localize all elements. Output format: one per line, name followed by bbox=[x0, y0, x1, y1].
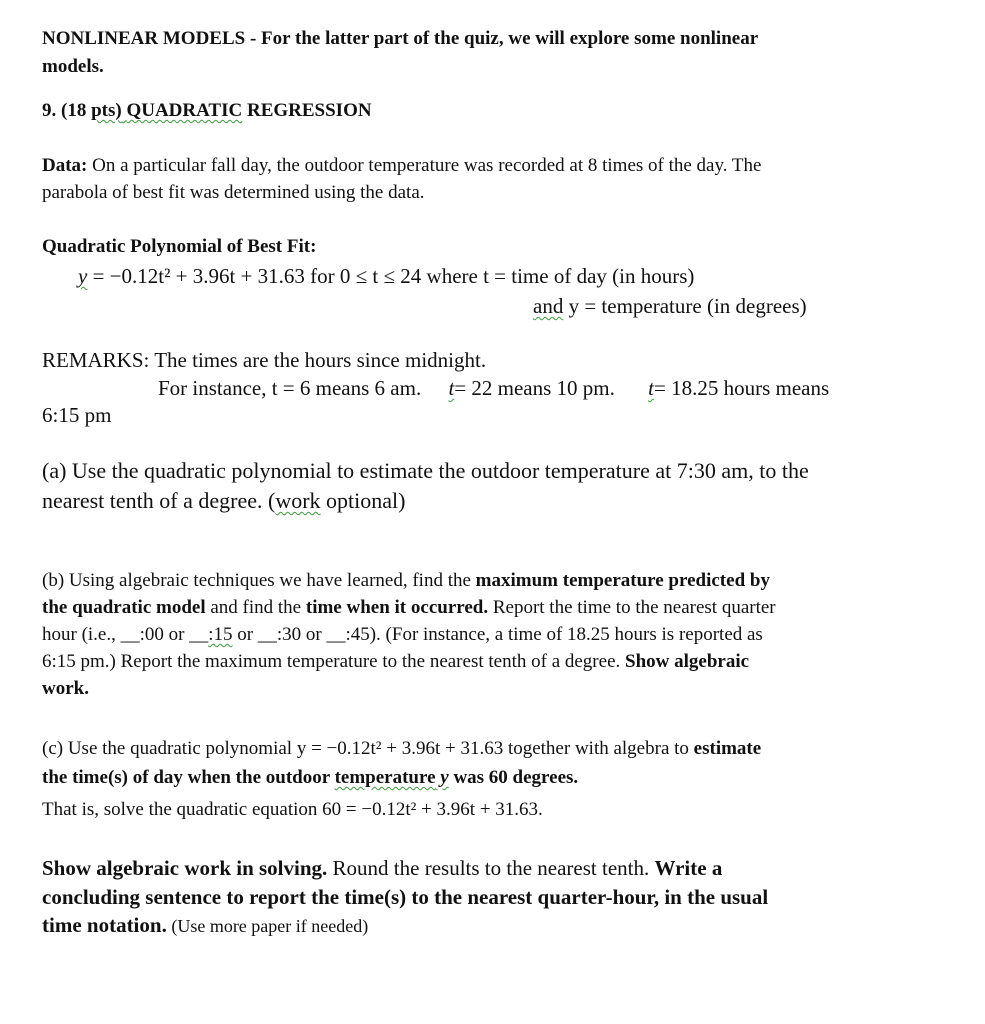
part-c-line3 bbox=[42, 799, 543, 821]
instructions-line2 bbox=[42, 885, 768, 909]
instructions-bold-3: concluding sentence to report the time(s) to the nearest quarter-hour, in the usual bbox=[42, 885, 769, 909]
part-b-text-4: hour (i.e., __:00 or __ bbox=[42, 624, 209, 645]
section-heading-line2: models. bbox=[42, 56, 104, 77]
question-9-title bbox=[42, 100, 372, 122]
section-heading-line1: NONLINEAR MODELS - For the latter part of the quiz, we will explore some nonlinear bbox=[42, 28, 759, 49]
equation-text: = −0.12t² + 3.96t + 31.63 for 0 ≤ t ≤ 24 where t = time of day (in hours) bbox=[87, 264, 695, 288]
instructions-small: (Use more paper if needed) bbox=[166, 916, 369, 936]
part-b-line3 bbox=[42, 624, 763, 646]
remarks-text-1: REMARKS: The times are the hours since midnight. bbox=[42, 348, 487, 372]
polynomial-heading-text: Quadratic Polynomial of Best Fit: bbox=[42, 236, 317, 257]
instructions-line3 bbox=[42, 913, 368, 937]
part-c-bold-1: estimate bbox=[693, 738, 762, 759]
part-b-bold-4: Show algebraic bbox=[625, 651, 750, 672]
part-a-text-1: (a) Use the quadratic polynomial to estimate the outdoor temperature at 7:30 am, to the bbox=[42, 458, 809, 483]
part-b-15: :15 bbox=[208, 624, 233, 645]
part-b-line5 bbox=[42, 678, 89, 700]
instructions-bold-4: time notation. bbox=[42, 913, 167, 937]
equation-and: and bbox=[533, 294, 564, 318]
data-text-1: On a particular fall day, the outdoor temperature was recorded at 8 times of the day. The bbox=[87, 155, 762, 176]
part-a-line2 bbox=[42, 488, 405, 513]
polynomial-heading bbox=[42, 236, 316, 258]
polynomial-equation bbox=[78, 264, 694, 288]
part-a-work: work bbox=[275, 488, 321, 513]
part-b-text-3: Report the time to the nearest quarter bbox=[488, 597, 776, 618]
part-c-text-3: That is, solve the quadratic equation 60 = −0.12t² + 3.96t + 31.63. bbox=[42, 799, 543, 820]
instructions-line1 bbox=[42, 856, 722, 880]
remarks-t-2: t bbox=[648, 376, 654, 400]
part-a-line1 bbox=[42, 458, 809, 483]
part-b-text-6: 6:15 pm.) Report the maximum temperature to the nearest tenth of a degree. bbox=[42, 651, 625, 672]
part-c-y: y bbox=[435, 767, 449, 788]
part-b-text-1: (b) Using algebraic techniques we have learned, find the bbox=[42, 570, 476, 591]
part-b-bold-5: work. bbox=[42, 678, 89, 699]
part-b-line4 bbox=[42, 651, 749, 673]
part-c-temperature: temperature bbox=[334, 767, 436, 788]
part-a-text-2a: nearest tenth of a degree. ( bbox=[42, 488, 276, 513]
part-b-text-2: and find the bbox=[205, 597, 306, 618]
instructions-text-1: Round the results to the nearest tenth. bbox=[327, 856, 655, 880]
remarks-t-1: t bbox=[448, 376, 455, 400]
remarks-text-3: 6:15 pm bbox=[42, 403, 112, 427]
part-c-line2 bbox=[42, 767, 578, 789]
part-c-bold-3: was 60 degrees. bbox=[448, 767, 579, 788]
part-b-line1 bbox=[42, 570, 770, 592]
q9-regression: REGRESSION bbox=[242, 100, 372, 121]
part-c-text-1: (c) Use the quadratic polynomial y = −0.12t² + 3.96t + 31.63 together with algebra to bbox=[42, 738, 694, 759]
data-paragraph-line2 bbox=[42, 182, 425, 204]
equation-y: y bbox=[78, 264, 88, 288]
equation-y-def: y = temperature (in degrees) bbox=[563, 294, 807, 318]
data-label: Data: bbox=[42, 155, 88, 176]
instructions-bold-1: Show algebraic work in solving. bbox=[42, 856, 328, 880]
remarks-line1 bbox=[42, 348, 486, 372]
section-heading-cont bbox=[42, 56, 104, 78]
remarks-example-a: For instance, t = 6 means 6 am. bbox=[158, 376, 422, 400]
part-b-line2 bbox=[42, 597, 776, 619]
remarks-example-c: = 18.25 hours means bbox=[653, 376, 830, 400]
part-b-bold-2: the quadratic model bbox=[42, 597, 206, 618]
data-paragraph-line1 bbox=[42, 155, 761, 177]
q9-points: pts) bbox=[91, 100, 122, 121]
remarks-line3 bbox=[42, 403, 111, 427]
q9-number: 9. (18 bbox=[42, 100, 92, 121]
part-b-bold-1: maximum temperature predicted by bbox=[475, 570, 770, 591]
section-heading bbox=[42, 28, 758, 50]
part-c-line1 bbox=[42, 738, 761, 760]
part-a-text-2b: optional) bbox=[320, 488, 406, 513]
part-c-bold-2: the time(s) of day when the outdoor bbox=[42, 767, 335, 788]
instructions-bold-2: Write a bbox=[654, 856, 723, 880]
remarks-line2 bbox=[158, 376, 829, 400]
q9-quadratic: QUADRATIC bbox=[126, 100, 243, 121]
part-b-text-5: or __:30 or __:45). (For instance, a time of 18.25 hours is reported as bbox=[232, 624, 763, 645]
part-b-bold-3: time when it occurred. bbox=[305, 597, 489, 618]
data-text-2: parabola of best fit was determined using the data. bbox=[42, 182, 425, 203]
polynomial-equation-cont bbox=[533, 294, 807, 318]
remarks-example-b: = 22 means 10 pm. bbox=[454, 376, 615, 400]
